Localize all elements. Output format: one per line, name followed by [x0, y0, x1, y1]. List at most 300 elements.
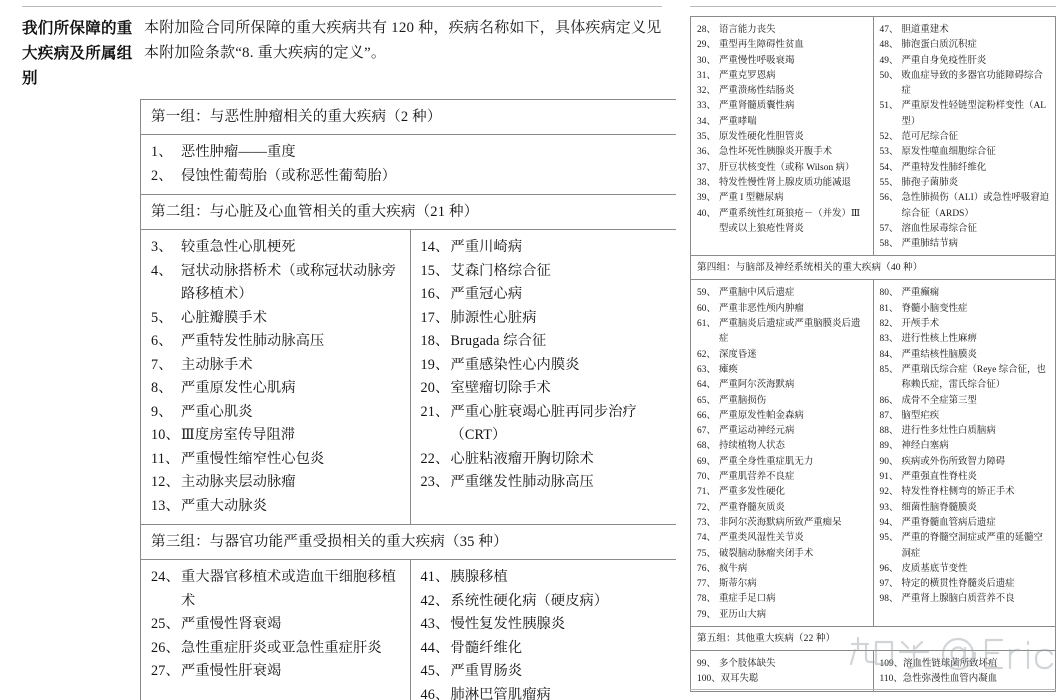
disease-item [880, 69, 1052, 100]
disease-item [697, 302, 869, 317]
disease-item [697, 531, 869, 546]
disease-item-name: 持续植物人状态 [719, 441, 785, 452]
disease-item-name: 肝豆状核变性（或称 Wilson 病） [719, 162, 855, 173]
disease-item-number: 44、 [420, 639, 450, 656]
disease-item [697, 657, 869, 672]
disease-item [151, 424, 402, 448]
disease-item [151, 566, 402, 613]
disease-item-name: 严重继发性肺动脉高压 [450, 474, 594, 490]
disease-item [151, 448, 402, 472]
disease-item-name: 艾森门格综合征 [450, 262, 551, 279]
disease-item [880, 302, 1052, 317]
disease-item-name: 严重强直性脊柱炎 [901, 472, 977, 483]
disease-item [697, 99, 869, 114]
disease-item-number: 68、 [697, 441, 716, 452]
disease-item [151, 401, 402, 425]
disease-item [697, 424, 869, 439]
disease-item [880, 516, 1052, 531]
disease-item-name: 急性弥漫性血管内凝血 [902, 674, 998, 685]
disease-item-name: 室壁瘤切除手术 [450, 380, 551, 396]
disease-item-name: 严重自身免疫性肝炎 [901, 55, 987, 66]
disease-item-number: 95、 [879, 533, 899, 544]
disease-item-name: 严重慢性肾衰竭 [181, 616, 282, 632]
disease-item-number: 100、 [697, 674, 721, 685]
disease-item [880, 286, 1052, 301]
disease-item-name: 系统性硬化病（硬皮病） [450, 592, 609, 609]
disease-item-number: 52、 [879, 132, 899, 143]
disease-item-name: 神经白塞病 [901, 441, 949, 452]
right-disease-table [690, 16, 1056, 692]
disease-item-number: 89、 [879, 441, 899, 452]
disease-item [151, 354, 402, 378]
disease-item-name: 急性重症肝炎或亚急性重症肝炎 [181, 639, 382, 656]
disease-item-number: 41、 [420, 569, 450, 585]
disease-item-number: 110、 [879, 674, 903, 685]
disease-item-number: 69、 [697, 456, 716, 467]
disease-item-name: 心脏粘液瘤开胸切除术 [450, 450, 594, 467]
disease-item-name: 严重癫痫 [901, 288, 940, 299]
disease-item-number: 72、 [697, 502, 716, 513]
disease-item [697, 115, 869, 130]
disease-item [697, 286, 869, 301]
disease-item [880, 455, 1052, 470]
disease-item [697, 470, 869, 485]
disease-item-number: 49、 [879, 55, 899, 66]
disease-item-name: 语言能力丧失 [719, 25, 776, 35]
group-heading: 第一组：与恶性肿瘤相关的重大疾病（2 种） [141, 100, 680, 135]
disease-item-number: 10、 [151, 427, 180, 443]
disease-item-name: 胰腺移植 [450, 569, 508, 585]
disease-item-name: 重大器官移植术或造血干细胞移植术 [181, 569, 397, 609]
disease-item-number: 71、 [697, 487, 716, 498]
disease-item [697, 455, 869, 470]
disease-item-name: 进行性核上性麻痹 [901, 334, 977, 345]
disease-item-number: 6、 [151, 333, 173, 349]
disease-item-name: 严重胃肠炎 [450, 663, 523, 679]
disease-item [697, 176, 869, 191]
disease-item-name: 瘫痪 [719, 364, 738, 375]
disease-item-number: 15、 [420, 262, 450, 279]
disease-item-name: 严重特发性肺纤维化 [901, 162, 987, 173]
disease-item-number: 96、 [879, 563, 899, 574]
group-items-cell [141, 135, 680, 195]
disease-item-name: 心脏瓣膜手术 [181, 309, 268, 326]
disease-item-number: 32、 [697, 86, 716, 97]
disease-item-number: 97、 [879, 579, 899, 590]
disease-item [697, 592, 869, 607]
disease-item-number: 90、 [879, 456, 899, 467]
disease-item-number: 99、 [697, 658, 716, 669]
disease-item-name: 多个肢体缺失 [719, 658, 776, 669]
disease-item-number: 76、 [697, 563, 716, 574]
disease-item-number: 47、 [879, 25, 899, 35]
disease-item-number: 78、 [697, 594, 716, 605]
disease-item-name: 原发性硬化性胆管炎 [719, 132, 804, 143]
group-heading-row [141, 100, 680, 135]
group-items-row [691, 650, 1056, 691]
disease-item [697, 672, 869, 687]
disease-item-name: 严重瑞氏综合症（Reye 综合征，也称赖氏症，雷氏综合征） [901, 364, 1046, 391]
disease-item [151, 495, 402, 519]
disease-item-name: 进行性多灶性白质脑病 [901, 426, 996, 437]
disease-item-name: 重症手足口病 [719, 594, 776, 605]
disease-item [697, 378, 869, 393]
disease-item-name: 严重阿尔茨海默病 [719, 380, 795, 391]
group-items-cell-left [141, 230, 411, 525]
disease-item-number: 46、 [420, 686, 450, 700]
disease-item-number: 7、 [151, 356, 173, 373]
disease-item-number: 65、 [697, 395, 716, 406]
disease-item-number: 23、 [420, 474, 450, 490]
disease-item-name: 肺源性心脏病 [450, 309, 537, 326]
disease-item-name: 严重感染性心内膜炎 [450, 356, 580, 373]
disease-item-number: 38、 [697, 177, 716, 188]
group-heading: 第三组：与器官功能严重受损相关的重大疾病（35 种） [141, 525, 680, 560]
disease-item-number: 21、 [420, 403, 450, 420]
disease-item-number: 30、 [697, 55, 716, 66]
disease-item-number: 16、 [420, 286, 450, 302]
disease-item [880, 332, 1052, 347]
disease-item-number: 74、 [697, 533, 716, 544]
disease-item-name: Ⅲ度房室传导阻滞 [181, 427, 296, 443]
disease-item [697, 317, 869, 348]
disease-item [151, 471, 402, 495]
disease-item [880, 363, 1052, 394]
disease-item-name: 严重慢性缩窄性心包炎 [181, 450, 325, 467]
disease-item-name: 侵蚀性葡萄胎（或称恶性葡萄胎） [181, 167, 397, 184]
disease-item-name: 原发性噬血细胞综合征 [901, 147, 996, 158]
disease-item-number: 50、 [879, 70, 899, 81]
disease-item [880, 439, 1052, 454]
right-page-panel [684, 0, 1060, 700]
group-items-row [141, 135, 680, 195]
disease-item-name: 严重冠心病 [450, 286, 523, 302]
disease-item-name: 成骨不全症第三型 [901, 395, 977, 406]
disease-item [880, 592, 1052, 607]
disease-item [697, 207, 869, 238]
disease-item-number: 43、 [420, 616, 450, 632]
group-items-cell-left [691, 650, 874, 691]
disease-item-name: 慢性复发性胰腺炎 [450, 616, 566, 632]
group-items-cell-left [691, 17, 874, 256]
disease-item-name: 疯牛病 [719, 563, 748, 574]
disease-item-name: 严重脑损伤 [719, 395, 767, 406]
disease-item-name: 严重原发性帕金森病 [719, 410, 804, 421]
disease-item [421, 471, 672, 495]
disease-item-name: 冠状动脉搭桥术（或称冠状动脉旁路移植术） [181, 262, 397, 302]
disease-item [421, 684, 672, 700]
disease-item-number: 55、 [879, 177, 899, 188]
disease-item [151, 141, 671, 165]
disease-item-name: 非阿尔茨海默病所致严重痴呆 [719, 517, 842, 528]
disease-item-name: 严重肾髓质囊性病 [719, 101, 795, 112]
disease-item-name: 急性坏死性胰腺炎开腹手术 [719, 147, 833, 158]
disease-item-number: 64、 [697, 380, 716, 391]
disease-item-number: 28、 [697, 25, 716, 35]
disease-item-number: 37、 [697, 162, 716, 173]
disease-item [421, 377, 672, 401]
disease-item [880, 191, 1052, 222]
disease-item [697, 562, 869, 577]
disease-item-number: 12、 [151, 474, 180, 490]
disease-item-name: 肺淋巴管肌瘤病 [450, 686, 551, 700]
disease-item-name: 严重原发性轻链型淀粉样变性（AL 型） [901, 101, 1046, 127]
disease-item [880, 531, 1052, 562]
disease-item-name: 严重肌营养不良症 [719, 472, 795, 483]
disease-item [421, 330, 672, 354]
disease-item [151, 377, 402, 401]
disease-item-name: 较重急性心肌梗死 [181, 239, 296, 255]
disease-item-number: 86、 [879, 395, 899, 406]
disease-item [880, 562, 1052, 577]
disease-item-number: 27、 [151, 663, 180, 679]
disease-item-name: 严重大动脉炎 [181, 497, 268, 514]
bottom-rule-right [690, 689, 1056, 690]
disease-item-name: 骨髓纤维化 [450, 639, 523, 656]
disease-item-number: 3、 [151, 239, 173, 255]
disease-item-number: 94、 [879, 517, 899, 528]
disease-item [697, 191, 869, 206]
disease-item-number: 67、 [697, 426, 716, 437]
intro-body: 本附加险合同所保障的重大疾病共有 120 种，疾病名称如下，具体疾病定义见本附加险条款“8. 重大疾病的定义”。 [144, 20, 662, 61]
disease-item-name: 严重多发性硬化 [719, 487, 785, 498]
disease-item-number: 81、 [879, 303, 899, 314]
disease-item-name: 范可尼综合征 [901, 132, 959, 143]
disease-item-number: 77、 [697, 579, 716, 590]
disease-item [421, 260, 672, 284]
disease-item-number: 18、 [420, 333, 450, 349]
group-items-cell-right [873, 650, 1056, 691]
disease-item [421, 637, 672, 661]
disease-item-name: 严重克罗恩病 [719, 70, 776, 81]
group-items-cell-right [873, 17, 1056, 256]
disease-item-name: 皮质基底节变性 [901, 563, 968, 574]
group-items-row [141, 560, 680, 700]
disease-item [697, 485, 869, 500]
disease-item [421, 566, 672, 590]
disease-item-name: 败血症导致的多器官功能障碍综合症 [901, 70, 1043, 97]
disease-item-number: 62、 [697, 349, 716, 360]
disease-item-number: 53、 [879, 147, 899, 158]
disease-item [880, 38, 1052, 53]
disease-item [697, 547, 869, 562]
intro-label: 我们所保障的重大疾病及所属组别 [22, 20, 133, 87]
disease-item-number: 25、 [151, 616, 180, 632]
top-rule-right [690, 6, 1056, 7]
group-heading: 第二组：与心脏及心血管相关的重大疾病（21 种） [141, 195, 680, 230]
disease-item-name: 溶血性链球菌所致坏疽 [903, 658, 998, 669]
disease-item [421, 401, 672, 448]
disease-item-number: 54、 [879, 162, 899, 173]
disease-item [697, 363, 869, 378]
disease-item [421, 236, 672, 260]
group-items-cell-left [141, 560, 411, 700]
disease-item-name: 严重系统性红斑狼疮－（并发）Ⅲ型或以上狼疮性肾炎 [719, 208, 861, 234]
disease-item-name: 脑型疟疾 [901, 410, 940, 421]
disease-item-number: 11、 [151, 450, 180, 467]
group-items-cell-right [410, 230, 680, 525]
page-divider [676, 0, 684, 700]
disease-item [421, 283, 672, 307]
disease-item-name: 严重运动神经元病 [719, 426, 795, 437]
disease-item-number: 82、 [879, 319, 899, 330]
disease-item-number: 31、 [697, 70, 716, 81]
disease-item [697, 23, 869, 38]
disease-item-name: 严重原发性心肌病 [181, 380, 296, 396]
disease-item [697, 69, 869, 84]
disease-item [880, 409, 1052, 424]
disease-item-name: 严重脑炎后遗症或严重脑膜炎后遗症 [719, 319, 861, 345]
disease-item-number: 9、 [151, 403, 173, 420]
disease-item-number: 66、 [697, 410, 716, 421]
disease-item [421, 590, 672, 614]
disease-item-name: 特发性慢性肾上腺皮质功能减退 [719, 177, 851, 188]
disease-item-name: 严重特发性肺动脉高压 [181, 333, 325, 349]
left-disease-table [140, 99, 680, 700]
disease-item-name: 肺孢子菌肺炎 [901, 177, 959, 188]
disease-item [880, 23, 1052, 38]
disease-item-number: 29、 [697, 40, 716, 51]
disease-item-name: 特定的横贯性脊髓炎后遗症 [901, 579, 1015, 590]
disease-item-name: 严重心肌炎 [181, 403, 253, 420]
disease-item-number: 14、 [420, 239, 450, 255]
disease-item [421, 448, 672, 472]
disease-item-name: 严重川崎病 [450, 239, 523, 255]
disease-item-number: 56、 [879, 193, 899, 204]
disease-item [880, 501, 1052, 516]
disease-item-number: 22、 [420, 450, 450, 467]
disease-item-number: 24、 [151, 569, 180, 585]
disease-item [151, 165, 671, 189]
disease-item-name: 胆道重建术 [901, 25, 949, 35]
group-heading-row [691, 256, 1056, 280]
disease-item [421, 660, 672, 684]
disease-item [697, 394, 869, 409]
disease-item [151, 613, 402, 637]
disease-item [880, 577, 1052, 592]
disease-item-number: 51、 [879, 101, 899, 112]
group-heading-row [141, 195, 680, 230]
group-items-cell-right [410, 560, 680, 700]
group-items-row [141, 230, 680, 525]
disease-item [151, 660, 402, 684]
group-heading: 第四组：与脑部及神经系统相关的重大疾病（40 种） [691, 256, 1056, 280]
disease-item [880, 348, 1052, 363]
disease-item [697, 348, 869, 363]
disease-item-number: 75、 [697, 548, 716, 559]
disease-item-name: 重型再生障碍性贫血 [719, 40, 804, 51]
disease-item [697, 145, 869, 160]
disease-item [880, 222, 1052, 237]
disease-item-number: 61、 [697, 319, 716, 330]
disease-item-number: 109、 [879, 658, 904, 669]
disease-item-name: 严重脊髓血管病后遗症 [901, 517, 996, 528]
disease-item-name: 主动脉夹层动脉瘤 [181, 474, 296, 490]
right-disease-table-wrapper [690, 16, 1056, 692]
disease-item [880, 470, 1052, 485]
disease-item [880, 394, 1052, 409]
disease-item-number: 60、 [697, 303, 716, 314]
disease-item [880, 130, 1052, 145]
disease-item [421, 613, 672, 637]
disease-item-number: 63、 [697, 364, 716, 375]
disease-item [880, 161, 1052, 176]
disease-item [880, 54, 1052, 69]
disease-item-name: 严重 I 型糖尿病 [719, 193, 784, 204]
disease-item-name: 严重慢性呼吸衰竭 [719, 55, 795, 66]
disease-item-name: 严重心脏衰竭心脏再同步治疗（CRT） [450, 403, 637, 443]
disease-item [151, 330, 402, 354]
disease-item-number: 40、 [697, 208, 716, 219]
disease-item-number: 1、 [151, 144, 173, 160]
disease-item-number: 2、 [151, 167, 173, 184]
disease-item [151, 260, 402, 307]
disease-item [697, 608, 869, 623]
disease-item [880, 145, 1052, 160]
disease-item-number: 19、 [420, 356, 450, 373]
disease-item-number: 83、 [879, 334, 899, 345]
disease-item-name: 开颅手术 [901, 319, 940, 330]
group-items-cell-left [691, 280, 874, 627]
disease-item-number: 39、 [697, 193, 716, 204]
disease-item-name: Brugada 综合征 [450, 333, 547, 349]
group-heading-row [691, 626, 1056, 650]
disease-item-name: 特发性脊柱侧弯的矫正手术 [901, 487, 1015, 498]
disease-item-number: 84、 [879, 349, 899, 360]
disease-item-number: 26、 [151, 639, 180, 656]
disease-item-number: 48、 [879, 40, 899, 51]
disease-item-number: 91、 [879, 472, 899, 483]
disease-item-number: 5、 [151, 309, 173, 326]
intro-section [22, 16, 668, 91]
disease-item [697, 516, 869, 531]
group-heading-row [141, 525, 680, 560]
disease-item [880, 317, 1052, 332]
disease-item-name: 严重肺结节病 [901, 239, 959, 250]
disease-item-name: 严重慢性肝衰竭 [181, 663, 282, 679]
group-heading: 第五组：其他重大疾病（22 种） [691, 626, 1056, 650]
disease-item-number: 4、 [151, 262, 173, 279]
disease-item-number: 57、 [879, 223, 899, 234]
disease-item-number: 59、 [697, 288, 716, 299]
disease-item-name: 疾病或外伤所致智力障碍 [901, 456, 1006, 467]
group-items-row [691, 17, 1056, 256]
disease-item-number: 80、 [879, 288, 899, 299]
disease-item [421, 354, 672, 378]
disease-item [151, 307, 402, 331]
disease-item-name: 严重全身性重症肌无力 [719, 456, 814, 467]
disease-item-number: 88、 [879, 426, 899, 437]
disease-item-number: 70、 [697, 472, 716, 483]
group-items-row [691, 280, 1056, 627]
disease-item [697, 38, 869, 53]
disease-item [697, 439, 869, 454]
disease-item-name: 肺泡蛋白质沉积症 [901, 40, 977, 51]
disease-item-number: 35、 [697, 132, 716, 143]
disease-item-name: 细菌性脑脊髓膜炎 [901, 502, 977, 513]
disease-item [697, 409, 869, 424]
disease-item-number: 73、 [697, 517, 716, 528]
disease-item-number: 98、 [879, 594, 899, 605]
disease-item-number: 33、 [697, 101, 716, 112]
group-items-cell-right [873, 280, 1056, 627]
disease-item-name: 破裂脑动脉瘤夹闭手术 [719, 548, 814, 559]
disease-item [880, 672, 1052, 687]
disease-item-number: 42、 [420, 592, 450, 609]
disease-item [697, 130, 869, 145]
disease-item-name: 严重哮喘 [719, 116, 757, 127]
disease-item-name: 斯蒂尔病 [719, 579, 757, 590]
